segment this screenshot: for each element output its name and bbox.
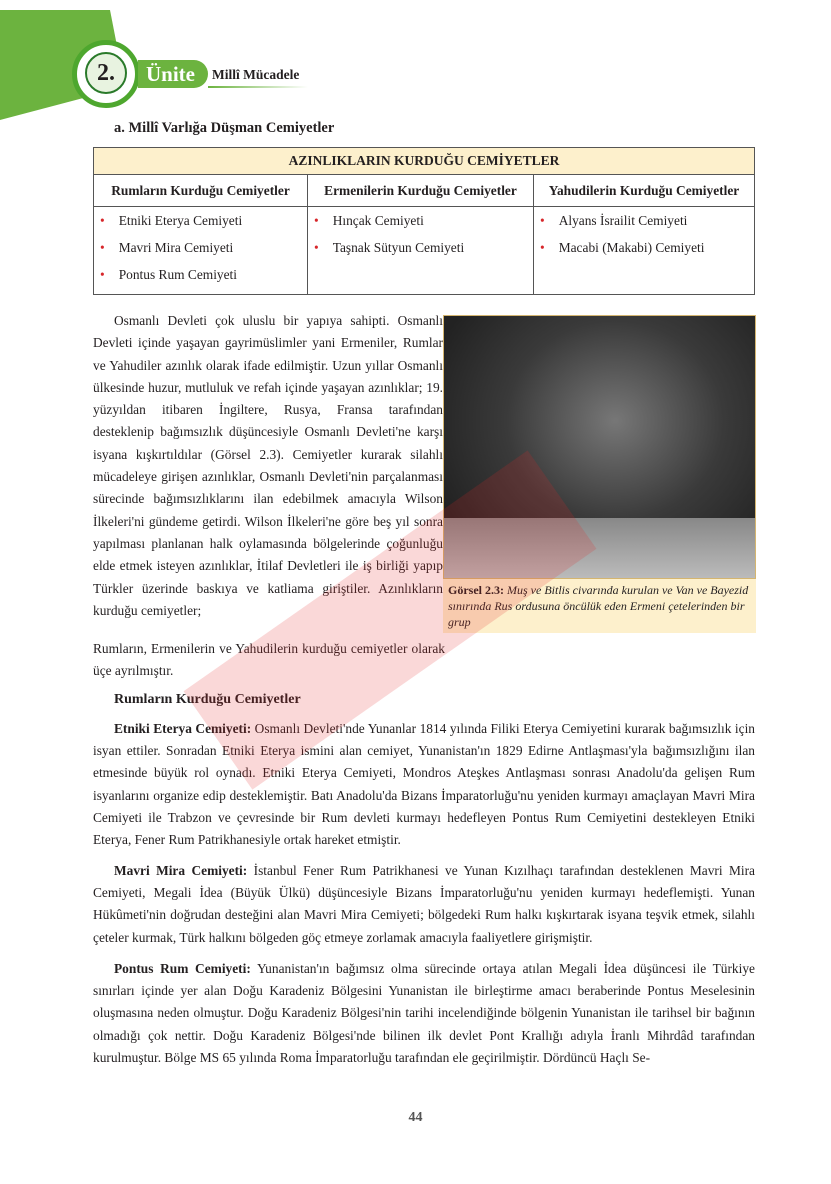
list-item: • Alyans İsrailit Cemiyeti (540, 213, 754, 240)
historical-photo (443, 315, 756, 579)
divider (208, 86, 308, 88)
table-cell (94, 207, 308, 295)
list-item: • Etniki Eterya Cemiyeti (100, 213, 307, 240)
page-number: 44 (408, 1110, 423, 1125)
paragraph (93, 718, 755, 851)
minority-societies-table (93, 147, 755, 295)
paragraph (93, 958, 755, 1069)
figure-label: Görsel 2.3: (448, 583, 504, 597)
table-title: AZINLIKLARIN KURDUĞU CEMİYETLER (94, 148, 755, 175)
paragraph-text: Yunanistan'ın bağımsız olma sürecinde ortaya atılan Megali İdea düşüncesi ile Türkiye sınırları içinde yer alan Doğu Karadeniz Bölgesini Yunanistan ile birleştirme amacı beraberinde Pontus Meselesinin oluşmasına neden olmuştur. Doğu Karadeniz Bölgesi'nin tarihi incelendiğinde bölgenin Yunanistan ile tarihsel bir bağının olmadığı çok nettir. Doğu Karadeniz Bölgesi'nde bilinen ilk devlet Pont Krallığı adıyla İranlı Mihrdâd tarafından kurulmuştur. Bölge MS 65 yılında Roma İmparatorluğu tarafından ele geçirilmiştir. Dördüncü Haçlı Se- (93, 961, 755, 1065)
intro-paragraph-end: Rumların, Ermenilerin ve Yahudilerin kurduğu cemiyetler olarak üçe ayrılmıştır. (93, 641, 445, 679)
term: Mavri Mira Cemiyeti: (114, 863, 248, 878)
column-header: Rumların Kurduğu Cemiyetler (94, 175, 308, 207)
subheading: Rumların Kurduğu Cemiyetler (114, 692, 301, 707)
list-item: • Hınçak Cemiyeti (314, 213, 533, 240)
term: Pontus Rum Cemiyeti: (114, 961, 251, 976)
paragraph-text: Osmanlı Devleti'nde Yunanlar 1814 yılında Filiki Eterya Cemiyetini kurarak bağımsızlık için isyan ettiler. Sonradan Etniki Eterya ismini alan cemiyet, Yunanistan'ın 1829 Edirne Antlaşması'yla bağımsızlığını ilan etmesinde büyük rol oynadı. Etniki Eterya Cemiyeti, Mondros Ateşkes Antlaşması sonrası Anadolu'da gelişen Rum isyanlarını organize edip desteklemiştir. Batı Anadolu'da Bizans İmparatorluğu'nu yeniden kurmayı amaçlayan Mavri Mira Cemiyeti ile Trabzon ve çevresinde bir Rum devleti kurmayı hedefleyen Pontus Rum Cemiyetini destekleyen Etniki Eterya, Fener Rum Patrikhanesiyle ortak hareket etmiştir. (93, 721, 755, 848)
unit-name: Millî Mücadele (212, 67, 300, 82)
term: Etniki Eterya Cemiyeti: (114, 721, 252, 736)
paragraph-text: İstanbul Fener Rum Patrikhanesi ve Yunan Kızılhaçı tarafından desteklenen Mavri Mira Cemiyeti, Megali İdea (Büyük Ülkü) düşüncesiyle Bizans İmparatorluğu'nu yeniden kurmayı hedeflemişti. Yunan Hükûmeti'nin doğrudan desteğini alan Mavri Mira Cemiyeti; bölgedeki Rum halkı kışkırtarak isyana teşvik etmek, silahlı çeteler kurmak, Türk halkını bölgeden göç etmeye zorlamak amacıyla faaliyetlere girişmiştir. (93, 863, 756, 945)
list-item: • Pontus Rum Cemiyeti (100, 267, 307, 294)
paragraph (93, 860, 755, 949)
figure-caption (443, 579, 756, 633)
figure-caption-text: Muş ve Bitlis civarında kurulan ve Van ve Bayezid sınırında Rus ordusuna öncülük eden Ermeni çetelerinden bir grup (448, 583, 749, 629)
column-header: Yahudilerin Kurduğu Cemiyetler (534, 175, 755, 207)
list-item: • Taşnak Sütyun Cemiyeti (314, 240, 533, 267)
list-item: • Mavri Mira Cemiyeti (100, 240, 307, 267)
column-header: Ermenilerin Kurduğu Cemiyetler (308, 175, 534, 207)
intro-paragraph: Osmanlı Devleti çok uluslu bir yapıya sahipti. Osmanlı Devleti içinde yaşayan gayrimüslimler yani Ermeniler, Rumlar ve Yahudiler azınlık olarak ifade edilmiştir. Uzun yıllar Osmanlı ülkesinde huzur, mutluluk ve refah içinde yaşayan azınlıklar; 19. yüzyıldan itibaren İngiltere, Rusya, Fransa tarafından desteklenip bağımsızlık düşüncesiyle Osmanlı Devleti'ne karşı isyana kışkırtıldılar (Görsel 2.3). Cemiyetler kurarak silahlı mücadeleye girişen azınlıklar, Osmanlı Devleti'nin parçalanması sürecinde bağımsızlıklarını ilan edebilmek amacıyla Wilson İlkeleri'ni gündeme getirdi. Wilson İlkeleri'ne göre beş yıl sonra yapılması planlanan halk oylamasında bölgelerinde çoğunluğu elde etmek isteyen azınlıklar, İtilaf Devletleri ile iş birliği yapıp Türkler üzerinde baskıya ve katliama giriştiler. Azınlıkların kurduğu cemiyetler; (93, 313, 443, 618)
section-title: a. Millî Varlığa Düşman Cemiyetler (114, 120, 335, 136)
table-cell (308, 207, 534, 295)
list-item: • Macabi (Makabi) Cemiyeti (540, 240, 754, 267)
unit-number: 2. (85, 52, 127, 94)
unit-label: Ünite (138, 60, 208, 88)
table-cell (534, 207, 755, 295)
